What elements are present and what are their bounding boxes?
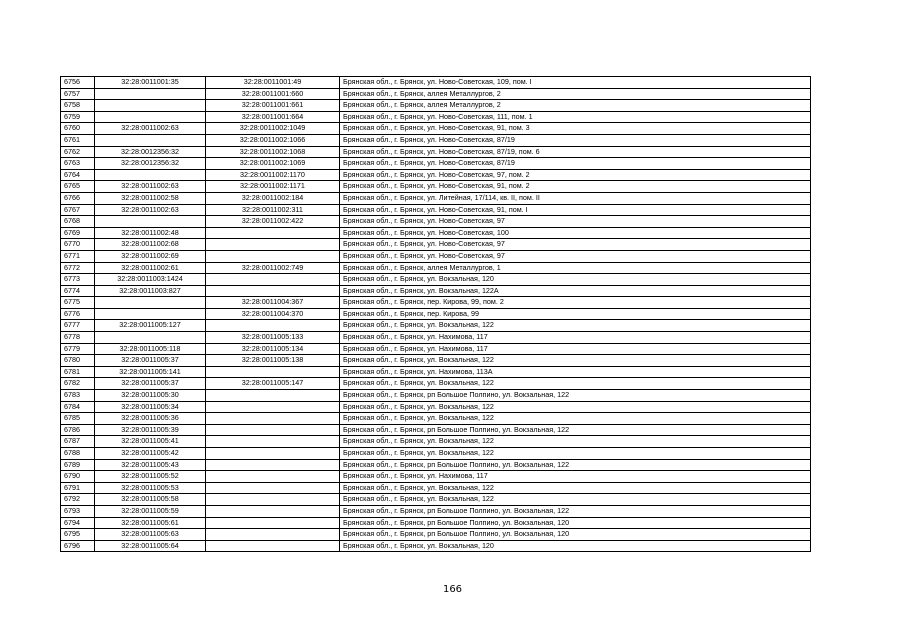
address-cell: Брянская обл., г. Брянск, ул. Вокзальная, 122: [340, 482, 811, 494]
address-cell: Брянская обл., г. Брянск, ул. Вокзальная, 122: [340, 448, 811, 460]
object-number-cell: 32:28:0011002:1068: [206, 146, 340, 158]
object-number-cell: [206, 274, 340, 286]
object-number-cell: 32:28:0011002:422: [206, 216, 340, 228]
parcel-number-cell: 32:28:0011005:37: [95, 378, 206, 390]
row-number-cell: 6763: [61, 158, 95, 170]
row-number-cell: 6794: [61, 517, 95, 529]
object-number-cell: 32:28:0011001:49: [206, 77, 340, 89]
address-cell: Брянская обл., г. Брянск, ул. Литейная, 17/114, кв. II, пом. II: [340, 192, 811, 204]
parcel-number-cell: 32:28:0011002:68: [95, 239, 206, 251]
row-number-cell: 6767: [61, 204, 95, 216]
object-number-cell: [206, 517, 340, 529]
address-cell: Брянская обл., г. Брянск, рп Большое Полпино, ул. Вокзальная, 120: [340, 517, 811, 529]
table-row: [61, 505, 811, 517]
object-number-cell: 32:28:0011002:1049: [206, 123, 340, 135]
table-row: [61, 134, 811, 146]
object-number-cell: 32:28:0011005:134: [206, 343, 340, 355]
row-number-cell: 6768: [61, 216, 95, 228]
parcel-number-cell: 32:28:0011005:59: [95, 505, 206, 517]
parcel-number-cell: [95, 111, 206, 123]
object-number-cell: [206, 459, 340, 471]
parcel-number-cell: 32:28:0011005:52: [95, 471, 206, 483]
row-number-cell: 6789: [61, 459, 95, 471]
parcel-number-cell: 32:28:0011005:127: [95, 320, 206, 332]
parcel-number-cell: 32:28:0011002:69: [95, 250, 206, 262]
row-number-cell: 6783: [61, 390, 95, 402]
table-row: [61, 355, 811, 367]
address-cell: Брянская обл., г. Брянск, ул. Вокзальная, 122: [340, 401, 811, 413]
row-number-cell: 6792: [61, 494, 95, 506]
object-number-cell: [206, 413, 340, 425]
address-cell: Брянская обл., г. Брянск, ул. Ново-Советская, 109, пом. I: [340, 77, 811, 89]
address-cell: Брянская обл., г. Брянск, ул. Вокзальная, 122: [340, 436, 811, 448]
address-cell: Брянская обл., г. Брянск, пер. Кирова, 99, пом. 2: [340, 297, 811, 309]
address-cell: Брянская обл., г. Брянск, ул. Нахимова, 117: [340, 471, 811, 483]
address-cell: Брянская обл., г. Брянск, ул. Ново-Советская, 97: [340, 250, 811, 262]
table-row: [61, 390, 811, 402]
address-cell: Брянская обл., г. Брянск, ул. Нахимова, 117: [340, 343, 811, 355]
object-number-cell: 32:28:0011002:1170: [206, 169, 340, 181]
table-row: [61, 308, 811, 320]
address-cell: Брянская обл., г. Брянск, ул. Ново-Советская, 97: [340, 239, 811, 251]
address-cell: Брянская обл., г. Брянск, ул. Ново-Советская, 91, пом. 3: [340, 123, 811, 135]
object-number-cell: 32:28:0011001:660: [206, 88, 340, 100]
object-number-cell: [206, 448, 340, 460]
parcel-number-cell: 32:28:0011002:48: [95, 227, 206, 239]
table-row: [61, 88, 811, 100]
table-row: [61, 494, 811, 506]
table-row: [61, 378, 811, 390]
parcel-number-cell: [95, 332, 206, 344]
table-row: [61, 192, 811, 204]
table-row: [61, 471, 811, 483]
object-number-cell: [206, 285, 340, 297]
parcel-number-cell: 32:28:0011005:61: [95, 517, 206, 529]
address-cell: Брянская обл., г. Брянск, ул. Вокзальная, 122: [340, 413, 811, 425]
table-row: [61, 285, 811, 297]
table-row: [61, 77, 811, 89]
parcel-number-cell: 32:28:0011005:36: [95, 413, 206, 425]
row-number-cell: 6781: [61, 366, 95, 378]
address-cell: Брянская обл., г. Брянск, ул. Нахимова, 117: [340, 332, 811, 344]
parcel-number-cell: 32:28:0011002:61: [95, 262, 206, 274]
table-row: [61, 146, 811, 158]
object-number-cell: [206, 540, 340, 552]
table-row: [61, 169, 811, 181]
table-row: [61, 250, 811, 262]
row-number-cell: 6757: [61, 88, 95, 100]
table-row: [61, 181, 811, 193]
object-number-cell: 32:28:0011002:311: [206, 204, 340, 216]
object-number-cell: [206, 436, 340, 448]
table-row: [61, 297, 811, 309]
parcel-number-cell: 32:28:0011002:63: [95, 204, 206, 216]
object-number-cell: 32:28:0011001:664: [206, 111, 340, 123]
object-number-cell: [206, 401, 340, 413]
row-number-cell: 6785: [61, 413, 95, 425]
table-row: [61, 216, 811, 228]
address-cell: Брянская обл., г. Брянск, ул. Вокзальная, 122: [340, 320, 811, 332]
object-number-cell: 32:28:0011004:370: [206, 308, 340, 320]
parcel-number-cell: 32:28:0011005:63: [95, 529, 206, 541]
row-number-cell: 6780: [61, 355, 95, 367]
row-number-cell: 6777: [61, 320, 95, 332]
address-cell: Брянская обл., г. Брянск, ул. Ново-Советская, 87/19, пом. 6: [340, 146, 811, 158]
parcel-number-cell: 32:28:0011005:58: [95, 494, 206, 506]
row-number-cell: 6765: [61, 181, 95, 193]
table-row: [61, 320, 811, 332]
object-number-cell: [206, 471, 340, 483]
object-number-cell: [206, 482, 340, 494]
address-cell: Брянская обл., г. Брянск, пер. Кирова, 99: [340, 308, 811, 320]
address-cell: Брянская обл., г. Брянск, рп Большое Полпино, ул. Вокзальная, 122: [340, 424, 811, 436]
address-cell: Брянская обл., г. Брянск, аллея Металлургов, 2: [340, 100, 811, 112]
object-number-cell: 32:28:0011005:138: [206, 355, 340, 367]
object-number-cell: [206, 494, 340, 506]
table-row: [61, 158, 811, 170]
object-number-cell: 32:28:0011002:1069: [206, 158, 340, 170]
address-cell: Брянская обл., г. Брянск, ул. Вокзальная, 122А: [340, 285, 811, 297]
table-row: [61, 424, 811, 436]
table-row: [61, 274, 811, 286]
row-number-cell: 6759: [61, 111, 95, 123]
parcel-number-cell: [95, 297, 206, 309]
parcel-number-cell: 32:28:0012356:32: [95, 146, 206, 158]
row-number-cell: 6776: [61, 308, 95, 320]
object-number-cell: [206, 366, 340, 378]
parcel-number-cell: 32:28:0011005:30: [95, 390, 206, 402]
row-number-cell: 6791: [61, 482, 95, 494]
address-cell: Брянская обл., г. Брянск, ул. Ново-Советская, 97: [340, 216, 811, 228]
row-number-cell: 6793: [61, 505, 95, 517]
address-cell: Брянская обл., г. Брянск, ул. Вокзальная, 122: [340, 378, 811, 390]
table-row: [61, 529, 811, 541]
address-cell: Брянская обл., г. Брянск, ул. Ново-Советская, 91, пом. I: [340, 204, 811, 216]
object-number-cell: 32:28:0011001:661: [206, 100, 340, 112]
parcel-number-cell: [95, 216, 206, 228]
object-number-cell: 32:28:0011002:749: [206, 262, 340, 274]
row-number-cell: 6772: [61, 262, 95, 274]
parcel-number-cell: 32:28:0011005:118: [95, 343, 206, 355]
parcel-number-cell: [95, 169, 206, 181]
table-row: [61, 436, 811, 448]
address-cell: Брянская обл., г. Брянск, рп Большое Полпино, ул. Вокзальная, 122: [340, 459, 811, 471]
object-number-cell: 32:28:0011004:367: [206, 297, 340, 309]
table-row: [61, 227, 811, 239]
address-cell: Брянская обл., г. Брянск, ул. Вокзальная, 120: [340, 540, 811, 552]
address-cell: Брянская обл., г. Брянск, ул. Ново-Советская, 97, пом. 2: [340, 169, 811, 181]
object-number-cell: 32:28:0011002:1171: [206, 181, 340, 193]
object-number-cell: [206, 250, 340, 262]
address-cell: Брянская обл., г. Брянск, ул. Ново-Советская, 100: [340, 227, 811, 239]
parcel-number-cell: 32:28:0012356:32: [95, 158, 206, 170]
row-number-cell: 6788: [61, 448, 95, 460]
row-number-cell: 6760: [61, 123, 95, 135]
table-row: [61, 482, 811, 494]
address-cell: Брянская обл., г. Брянск, рп Большое Полпино, ул. Вокзальная, 120: [340, 529, 811, 541]
row-number-cell: 6770: [61, 239, 95, 251]
object-number-cell: [206, 320, 340, 332]
parcel-number-cell: 32:28:0011005:42: [95, 448, 206, 460]
row-number-cell: 6774: [61, 285, 95, 297]
parcel-number-cell: 32:28:0011005:41: [95, 436, 206, 448]
object-number-cell: [206, 424, 340, 436]
parcel-number-cell: 32:28:0011002:58: [95, 192, 206, 204]
table-row: [61, 332, 811, 344]
address-cell: Брянская обл., г. Брянск, рп Большое Полпино, ул. Вокзальная, 122: [340, 505, 811, 517]
row-number-cell: 6787: [61, 436, 95, 448]
parcel-number-cell: [95, 308, 206, 320]
row-number-cell: 6782: [61, 378, 95, 390]
table-row: [61, 413, 811, 425]
table-row: [61, 111, 811, 123]
parcel-number-cell: 32:28:0011005:37: [95, 355, 206, 367]
address-cell: Брянская обл., г. Брянск, ул. Ново-Советская, 87/19: [340, 158, 811, 170]
row-number-cell: 6758: [61, 100, 95, 112]
parcel-number-cell: [95, 88, 206, 100]
table-row: [61, 239, 811, 251]
page-number: 166: [442, 584, 463, 595]
parcel-number-cell: 32:28:0011005:43: [95, 459, 206, 471]
parcel-number-cell: 32:28:0011003:1424: [95, 274, 206, 286]
address-cell: Брянская обл., г. Брянск, ул. Ново-Советская, 87/19: [340, 134, 811, 146]
object-number-cell: [206, 390, 340, 402]
parcel-number-cell: 32:28:0011005:39: [95, 424, 206, 436]
row-number-cell: 6771: [61, 250, 95, 262]
row-number-cell: 6769: [61, 227, 95, 239]
cadastral-table: [60, 76, 811, 552]
address-cell: Брянская обл., г. Брянск, ул. Вокзальная, 120: [340, 274, 811, 286]
parcel-number-cell: 32:28:0011005:34: [95, 401, 206, 413]
row-number-cell: 6761: [61, 134, 95, 146]
address-cell: Брянская обл., г. Брянск, ул. Вокзальная, 122: [340, 355, 811, 367]
table-row: [61, 401, 811, 413]
parcel-number-cell: [95, 134, 206, 146]
parcel-number-cell: 32:28:0011005:64: [95, 540, 206, 552]
row-number-cell: 6762: [61, 146, 95, 158]
row-number-cell: 6766: [61, 192, 95, 204]
row-number-cell: 6778: [61, 332, 95, 344]
row-number-cell: 6756: [61, 77, 95, 89]
table-row: [61, 123, 811, 135]
object-number-cell: 32:28:0011005:147: [206, 378, 340, 390]
parcel-number-cell: 32:28:0011001:35: [95, 77, 206, 89]
object-number-cell: [206, 505, 340, 517]
object-number-cell: [206, 227, 340, 239]
parcel-number-cell: 32:28:0011003:827: [95, 285, 206, 297]
object-number-cell: 32:28:0011005:133: [206, 332, 340, 344]
table-row: [61, 540, 811, 552]
row-number-cell: 6773: [61, 274, 95, 286]
address-cell: Брянская обл., г. Брянск, аллея Металлургов, 2: [340, 88, 811, 100]
address-cell: Брянская обл., г. Брянск, ул. Вокзальная, 122: [340, 494, 811, 506]
table-body: [61, 77, 811, 552]
parcel-number-cell: [95, 100, 206, 112]
parcel-number-cell: 32:28:0011002:63: [95, 181, 206, 193]
row-number-cell: 6796: [61, 540, 95, 552]
table-row: [61, 517, 811, 529]
parcel-number-cell: 32:28:0011002:63: [95, 123, 206, 135]
object-number-cell: 32:28:0011002:1066: [206, 134, 340, 146]
parcel-number-cell: 32:28:0011005:141: [95, 366, 206, 378]
table-row: [61, 262, 811, 274]
table-row: [61, 204, 811, 216]
table-row: [61, 100, 811, 112]
row-number-cell: 6786: [61, 424, 95, 436]
address-cell: Брянская обл., г. Брянск, ул. Нахимова, 113А: [340, 366, 811, 378]
address-cell: Брянская обл., г. Брянск, аллея Металлургов, 1: [340, 262, 811, 274]
row-number-cell: 6784: [61, 401, 95, 413]
row-number-cell: 6795: [61, 529, 95, 541]
table-row: [61, 448, 811, 460]
table-row: [61, 459, 811, 471]
object-number-cell: [206, 239, 340, 251]
address-cell: Брянская обл., г. Брянск, ул. Ново-Советская, 111, пом. 1: [340, 111, 811, 123]
table-row: [61, 343, 811, 355]
row-number-cell: 6764: [61, 169, 95, 181]
row-number-cell: 6790: [61, 471, 95, 483]
object-number-cell: [206, 529, 340, 541]
parcel-number-cell: 32:28:0011005:53: [95, 482, 206, 494]
address-cell: Брянская обл., г. Брянск, рп Большое Полпино, ул. Вокзальная, 122: [340, 390, 811, 402]
table-row: [61, 366, 811, 378]
row-number-cell: 6775: [61, 297, 95, 309]
object-number-cell: 32:28:0011002:184: [206, 192, 340, 204]
row-number-cell: 6779: [61, 343, 95, 355]
address-cell: Брянская обл., г. Брянск, ул. Ново-Советская, 91, пом. 2: [340, 181, 811, 193]
